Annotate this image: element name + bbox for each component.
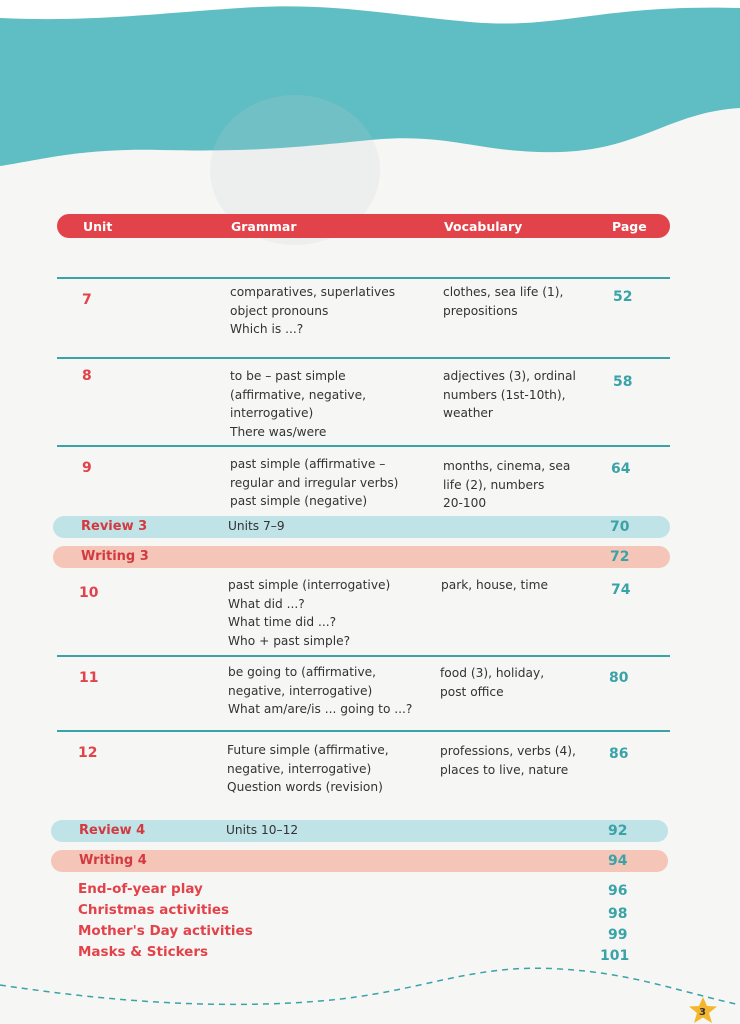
review-3-band [53,516,670,538]
band-page[interactable]: 72 [610,549,630,565]
page-number[interactable]: 86 [609,746,629,762]
page-number[interactable]: 80 [609,670,629,686]
row-divider [57,655,670,657]
unit-number: 10 [79,585,99,601]
page-number[interactable]: 58 [613,374,633,390]
extra-christmas-activities[interactable]: Christmas activities [78,902,230,918]
grammar-line: There was/were [230,424,327,439]
header-unit: Unit [83,219,113,234]
vocabulary-line: weather [443,406,493,420]
vocabulary-line: clothes, sea life (1), [443,285,564,299]
band-label: Writing 3 [81,549,149,564]
vocabulary-line: life (2), numbers [443,477,545,492]
grammar-line: Future simple (affirmative, [227,743,389,757]
page-number[interactable]: 74 [611,582,631,598]
grammar-line: Which is ...? [230,322,304,336]
table-header [57,214,670,238]
band-units: Units 10–12 [226,823,299,837]
header-vocabulary: Vocabulary [444,219,523,234]
unit-number: 7 [82,292,92,308]
band-label: Writing 4 [79,853,147,868]
writing-4-band [51,850,668,872]
unit-number: 11 [79,670,99,686]
header-page: Page [612,219,647,234]
grammar-cell [228,663,412,719]
grammar-line: What did ...? [228,596,305,611]
grammar-cell [227,741,389,797]
grammar-line: regular and irregular verbs) [230,475,399,490]
band-label: Review 4 [79,823,146,838]
vocabulary-cell [440,664,544,701]
grammar-line: negative, interrogative) [228,683,373,698]
vocabulary-line: food (3), holiday, [440,666,545,680]
unit-number: 9 [82,460,92,476]
page-number[interactable]: 52 [613,289,633,305]
row-divider [57,445,670,447]
grammar-cell [230,455,398,511]
grammar-cell [228,576,390,650]
extra-masks-stickers[interactable]: Masks & Stickers [78,944,209,960]
review-4-band [51,820,668,842]
writing-3-band [53,546,670,568]
extra-page-number[interactable]: 98 [608,906,628,922]
grammar-line: to be – past simple [230,369,346,383]
grammar-line: object pronouns [230,303,329,318]
extra-end-of-year-play[interactable]: End-of-year play [78,881,203,897]
vocabulary-line: numbers (1st-10th), [443,387,566,402]
vocabulary-line: prepositions [443,303,518,318]
vocabulary-cell [443,283,563,320]
extra-page-number[interactable]: 96 [608,883,628,899]
vocabulary-line: places to live, nature [440,762,569,777]
vocabulary-cell [441,576,548,595]
row-divider [57,277,670,279]
vocabulary-line: adjectives (3), ordinal [443,369,576,383]
row-divider [57,730,670,732]
vocabulary-line: park, house, time [441,578,549,592]
grammar-line: (affirmative, negative, [230,387,366,402]
row-divider [57,357,670,359]
grammar-line: interrogative) [230,406,314,420]
grammar-line: Who + past simple? [228,633,351,648]
header-grammar: Grammar [231,219,297,234]
grammar-line: be going to (affirmative, [228,665,377,679]
vocabulary-line: months, cinema, sea [443,459,571,473]
vocabulary-cell [440,742,576,779]
footer-dashed-wave [0,955,740,1015]
band-page[interactable]: 70 [610,519,630,535]
grammar-line: comparatives, superlatives [230,285,396,299]
vocabulary-cell [443,457,570,513]
unit-number: 8 [82,368,92,384]
grammar-line: What time did ...? [228,615,337,629]
extra-mothers-day-activities[interactable]: Mother's Day activities [78,923,253,939]
grammar-cell [230,367,366,441]
grammar-line: Question words (revision) [227,780,383,794]
unit-number: 12 [78,745,98,761]
page-number[interactable]: 64 [611,461,631,477]
grammar-line: past simple (affirmative – [230,457,386,471]
grammar-line: past simple (negative) [230,494,368,508]
vocabulary-line: 20-100 [443,496,487,510]
extra-page-number[interactable]: 101 [600,948,630,964]
band-page[interactable]: 92 [608,823,628,839]
band-label: Review 3 [81,519,148,534]
grammar-line: past simple (interrogative) [228,578,391,592]
vocabulary-line: professions, verbs (4), [440,744,576,758]
vocabulary-cell [443,367,576,423]
grammar-cell [230,283,395,339]
extra-page-number[interactable]: 99 [608,927,628,943]
band-page[interactable]: 94 [608,853,628,869]
page-number-footer: 3 [699,1007,706,1018]
vocabulary-line: post office [440,684,504,699]
grammar-line: negative, interrogative) [227,761,372,776]
grammar-line: What am/are/is ... going to ...? [228,702,413,716]
band-units: Units 7–9 [228,519,285,533]
